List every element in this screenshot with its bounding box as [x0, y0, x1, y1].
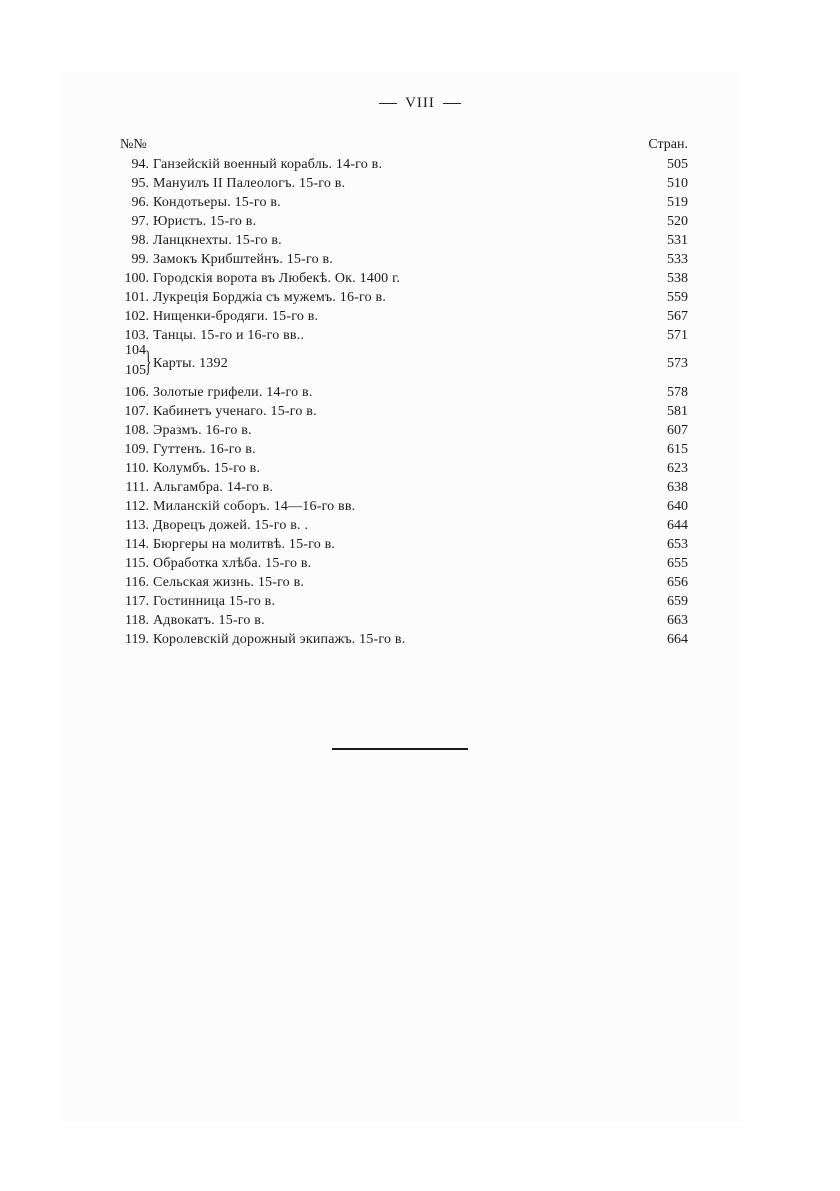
list-item: [116, 440, 688, 459]
entry-page: 567: [667, 309, 688, 324]
entry-title: Гуттенъ. 16-го в.: [153, 442, 256, 457]
list-item: [116, 611, 688, 630]
list-item: [116, 383, 688, 402]
entry-page: 571: [667, 328, 688, 343]
entry-title: Дворецъ дожей. 15-го в. .: [153, 518, 309, 533]
entry-title: Карты. 1392: [153, 356, 228, 371]
closing-rule: [332, 748, 468, 750]
entry-page: 573: [667, 356, 688, 371]
entry-page: 505: [667, 157, 688, 172]
entry-title: Миланскій соборъ. 14—16-го вв.: [153, 499, 356, 514]
entry-title: Ланцкнехты. 15-го в.: [153, 233, 282, 248]
entry-title: Танцы. 15-го и 16-го вв..: [153, 328, 305, 343]
entry-page: 519: [667, 195, 688, 210]
list-item: [116, 421, 688, 440]
number-column-header: №№: [120, 137, 147, 152]
list-item: [116, 497, 688, 516]
entry-number: 98.: [131, 233, 149, 248]
entry-number: 112.: [125, 499, 149, 514]
list-item: [116, 516, 688, 535]
page-column-header: Стран.: [648, 137, 688, 152]
entry-page: 638: [667, 480, 688, 495]
entry-number: 119.: [125, 632, 149, 647]
entry-page: 659: [667, 594, 688, 609]
entry-page: 655: [667, 556, 688, 571]
dash-left: [379, 103, 397, 104]
entry-number: 118.: [125, 613, 149, 628]
entry-page: 644: [667, 518, 688, 533]
entry-page: 578: [667, 385, 688, 400]
list-item: [116, 326, 688, 345]
list-item: [116, 402, 688, 421]
list-item: [116, 250, 688, 269]
entry-page: 533: [667, 252, 688, 267]
entry-title: Эразмъ. 16-го в.: [153, 423, 252, 438]
entry-title: Мануилъ II Палеологъ. 15-го в.: [153, 176, 346, 191]
entry-title: Королевскій дорожный экипажъ. 15-го в.: [153, 632, 406, 647]
entry-number: 116.: [125, 575, 149, 590]
entry-number: 115.: [125, 556, 149, 571]
entry-number: 110.: [125, 461, 149, 476]
entry-number: 117.: [125, 594, 149, 609]
list-item: [116, 592, 688, 611]
entry-page: 664: [667, 632, 688, 647]
entry-title: Замокъ Крибштейнъ. 15-го в.: [153, 252, 333, 267]
page-number-text: VIII: [405, 95, 435, 111]
entry-page: 531: [667, 233, 688, 248]
entry-number: 109.: [124, 442, 149, 457]
list-item: [116, 573, 688, 592]
entry-title: Кабинетъ ученаго. 15-го в.: [153, 404, 317, 419]
entry-number: 113.: [125, 518, 149, 533]
entry-page: 623: [667, 461, 688, 476]
entry-number: 94.: [131, 157, 149, 172]
entry-number: 114.: [125, 537, 149, 552]
entry-page: 640: [667, 499, 688, 514]
entry-title: Лукреція Борджіа съ мужемъ. 16-го в.: [153, 290, 387, 305]
page-number: [0, 95, 840, 112]
entry-number: 96.: [131, 195, 149, 210]
entry-number: 103.: [124, 328, 149, 343]
entry-number: 102.: [124, 309, 149, 324]
entry-title: Городскія ворота въ Любекѣ. Ок. 1400 г.: [153, 271, 401, 286]
list-item: [116, 630, 688, 649]
entry-number: 108.: [124, 423, 149, 438]
entry-title: Обработка хлѣба. 15-го в.: [153, 556, 312, 571]
table-of-contents: [116, 155, 688, 649]
list-item: [116, 307, 688, 326]
entry-number-a: 104: [125, 343, 146, 358]
entry-page: 653: [667, 537, 688, 552]
entry-title: Юристъ. 15-го в.: [153, 214, 257, 229]
list-item: [116, 269, 688, 288]
entry-page: 607: [667, 423, 688, 438]
entry-title: Гостинница 15-го в.: [153, 594, 276, 609]
entry-page: 615: [667, 442, 688, 457]
entry-title: Бюргеры на молитвѣ. 15-го в.: [153, 537, 336, 552]
entry-page: 581: [667, 404, 688, 419]
entry-number: 101.: [124, 290, 149, 305]
entry-title: Нищенки-бродяги. 15-го в.: [153, 309, 319, 324]
list-item: [116, 459, 688, 478]
toc-header: [120, 137, 688, 155]
entry-title: Золотые грифели. 14-го в.: [153, 385, 313, 400]
entry-page: 559: [667, 290, 688, 305]
entries-list-continued: [116, 383, 688, 649]
entry-number-b: 105: [125, 363, 146, 378]
list-item: [116, 478, 688, 497]
entry-page: 663: [667, 613, 688, 628]
entry-number: 97.: [131, 214, 149, 229]
list-item: [116, 554, 688, 573]
brace-glyph: }: [145, 345, 152, 378]
entry-page: 656: [667, 575, 688, 590]
entry-title: Адвокатъ. 15-го в.: [153, 613, 265, 628]
entries-list: [116, 155, 688, 345]
entry-title: Сельская жизнь. 15-го в.: [153, 575, 305, 590]
entry-title: Колумбъ. 15-го в.: [153, 461, 261, 476]
list-item-combined: [116, 345, 688, 383]
entry-number: 107.: [124, 404, 149, 419]
entry-number: 99.: [131, 252, 149, 267]
entry-title: Ганзейскій военный корабль. 14-го в.: [153, 157, 383, 172]
dash-right: [443, 103, 461, 104]
list-item: [116, 231, 688, 250]
entry-number: 106.: [124, 385, 149, 400]
entry-title: Альгамбра. 14-го в.: [153, 480, 274, 495]
entry-number: 95.: [131, 176, 149, 191]
list-item: [116, 288, 688, 307]
list-item: [116, 155, 688, 174]
list-item: [116, 193, 688, 212]
entry-number: 100.: [124, 271, 149, 286]
entry-page: 510: [667, 176, 688, 191]
list-item: [116, 212, 688, 231]
entry-page: 520: [667, 214, 688, 229]
list-item: [116, 174, 688, 193]
list-item: [116, 535, 688, 554]
entry-number: 111.: [125, 480, 149, 495]
entry-page: 538: [667, 271, 688, 286]
entry-title: Кондотьеры. 15-го в.: [153, 195, 281, 210]
